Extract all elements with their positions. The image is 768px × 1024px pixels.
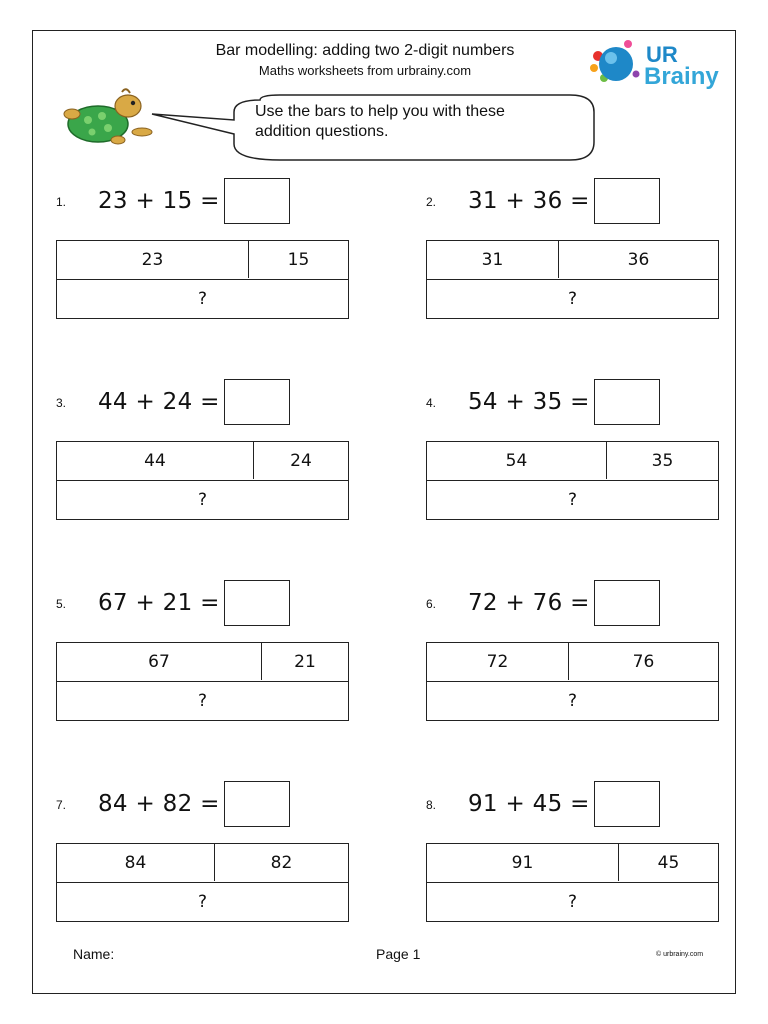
- bar-part-b: 21: [261, 643, 348, 680]
- equation-text: 72 + 76 =: [468, 590, 590, 616]
- worksheet-title: Bar modelling: adding two 2-digit numbers: [215, 42, 515, 59]
- bar-part-a: 44: [144, 450, 166, 471]
- bar-parts-row: [57, 844, 348, 883]
- bar-model: [56, 843, 349, 922]
- bar-total-unknown: ?: [567, 289, 578, 309]
- equation-text: 67 + 21 =: [98, 590, 220, 616]
- bar-parts-row: [427, 442, 718, 481]
- answer-box[interactable]: [594, 580, 660, 626]
- bar-parts-row: [427, 241, 718, 280]
- bar-part-a: 72: [486, 651, 509, 672]
- bar-part-a: 54: [505, 450, 528, 471]
- bar-parts-row: [427, 643, 718, 682]
- bar-total-unknown: ?: [567, 691, 578, 711]
- bar-model: [426, 642, 719, 721]
- logo-brainy: Brainy: [644, 63, 719, 90]
- bar-parts-row: [427, 844, 718, 883]
- page-number: Page 1: [376, 946, 421, 962]
- answer-box[interactable]: [594, 781, 660, 827]
- bar-model: [56, 642, 349, 721]
- bar-part-b: 36: [558, 241, 718, 278]
- question-number: 4.: [426, 396, 437, 410]
- question-number: 5.: [56, 597, 67, 611]
- bar-part-a: 84: [124, 852, 147, 873]
- bar-model: [56, 441, 349, 520]
- answer-box[interactable]: [224, 781, 290, 827]
- speech-line-1: Use the bars to help you with these: [255, 103, 505, 120]
- bar-part-b: 15: [248, 241, 348, 278]
- question-number: 8.: [426, 798, 437, 812]
- bar-model: [426, 441, 719, 520]
- bar-part-a: 23: [141, 249, 164, 270]
- bar-parts-row: [57, 241, 348, 280]
- bar-model: [56, 240, 349, 319]
- bar-model: [426, 843, 719, 922]
- answer-box[interactable]: [224, 379, 290, 425]
- equation-text: 54 + 35 =: [468, 389, 590, 415]
- bar-parts-row: [57, 643, 348, 682]
- bar-total-unknown: ?: [197, 892, 208, 912]
- bar-part-a: 67: [148, 651, 170, 672]
- equation-text: 91 + 45 =: [468, 791, 590, 817]
- bar-total-unknown: ?: [567, 490, 578, 510]
- question-number: 1.: [56, 195, 67, 209]
- bar-part-b: 82: [214, 844, 348, 881]
- bar-total-unknown: ?: [567, 892, 578, 912]
- answer-box[interactable]: [594, 379, 660, 425]
- question-number: 6.: [426, 597, 437, 611]
- question-number: 3.: [56, 396, 67, 410]
- answer-box[interactable]: [594, 178, 660, 224]
- urbrainy-logo: [586, 34, 736, 90]
- answer-box[interactable]: [224, 580, 290, 626]
- bar-model: [426, 240, 719, 319]
- turtle-mascot-icon: [62, 84, 154, 148]
- bar-part-b: 24: [253, 442, 348, 479]
- speech-line-2: addition questions.: [255, 123, 389, 140]
- bar-total-unknown: ?: [197, 691, 208, 711]
- equation-text: 31 + 36 =: [468, 188, 590, 214]
- equation-text: 84 + 82 =: [98, 791, 220, 817]
- name-label: Name:: [73, 946, 115, 962]
- question-number: 2.: [426, 195, 437, 209]
- bar-part-b: 35: [606, 442, 718, 479]
- bar-part-a: 91: [511, 852, 534, 873]
- answer-box[interactable]: [224, 178, 290, 224]
- equation-text: 23 + 15 =: [98, 188, 220, 214]
- equation-text: 44 + 24 =: [98, 389, 220, 415]
- bar-part-b: 45: [618, 844, 718, 881]
- bar-total-unknown: ?: [197, 289, 208, 309]
- logo-ur: UR: [646, 42, 678, 67]
- bar-parts-row: [57, 442, 348, 481]
- copyright-text: © urbrainy.com: [656, 951, 704, 958]
- speech-bubble-text: [255, 102, 575, 142]
- bar-part-a: 31: [481, 249, 504, 270]
- bar-total-unknown: ?: [197, 490, 208, 510]
- question-number: 7.: [56, 798, 67, 812]
- worksheet-subtitle: Maths worksheets from urbrainy.com: [258, 63, 472, 78]
- bar-part-b: 76: [568, 643, 718, 680]
